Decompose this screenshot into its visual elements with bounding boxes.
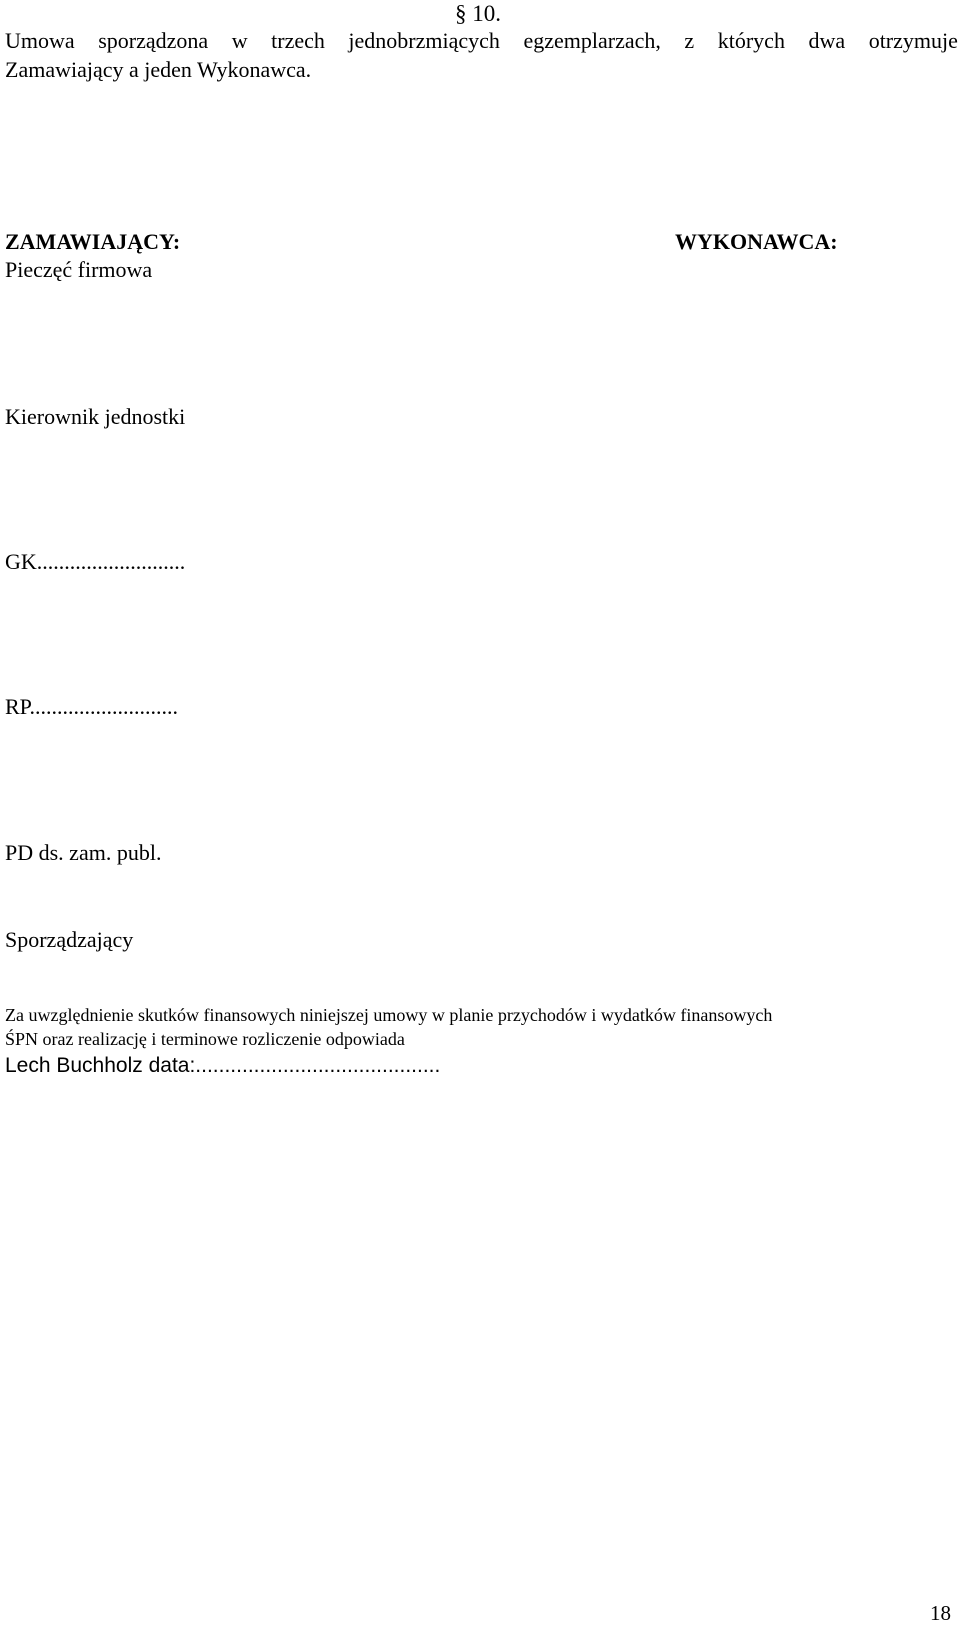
client-stamp-label: Pieczęć firmowa: [5, 257, 153, 282]
intro-word: trzech: [271, 28, 325, 53]
intro-word: z: [684, 28, 695, 53]
finance-note-line-1: Za uwzględnienie skutków finansowych niniejszej umowy w planie przychodów i wydatków finansowych: [5, 1005, 773, 1025]
intro-word: sporządzona: [98, 28, 209, 53]
intro-word: jednobrzmiących: [348, 28, 500, 53]
intro-word: egzemplarzach,: [523, 28, 661, 53]
client-heading: ZAMAWIAJĄCY:: [5, 229, 181, 254]
rp-signature-line: RP...........................: [5, 694, 178, 719]
gk-signature-line: GK...........................: [5, 549, 186, 574]
intro-word: dwa: [808, 28, 846, 53]
intro-line-2: Zamawiający a jeden Wykonawca.: [5, 57, 312, 82]
intro-word: Umowa: [5, 28, 75, 53]
intro-word: w: [231, 28, 248, 53]
page-number: 18: [930, 1601, 951, 1625]
pd-signature-label: PD ds. zam. publ.: [5, 840, 162, 865]
finance-responsible: Lech Buchholz data:..........................................: [5, 1054, 441, 1077]
unit-head-label: Kierownik jednostki: [5, 404, 186, 429]
preparer-label: Sporządzający: [5, 927, 134, 952]
intro-word: otrzymuje: [868, 28, 958, 53]
finance-note-line-2: ŚPN oraz realizację i terminowe rozliczenie odpowiada: [5, 1029, 405, 1049]
section-number: § 10.: [455, 1, 501, 26]
intro-word: których: [717, 28, 785, 53]
intro-line-1: [5, 30, 958, 52]
contractor-heading: WYKONAWCA:: [675, 229, 838, 254]
